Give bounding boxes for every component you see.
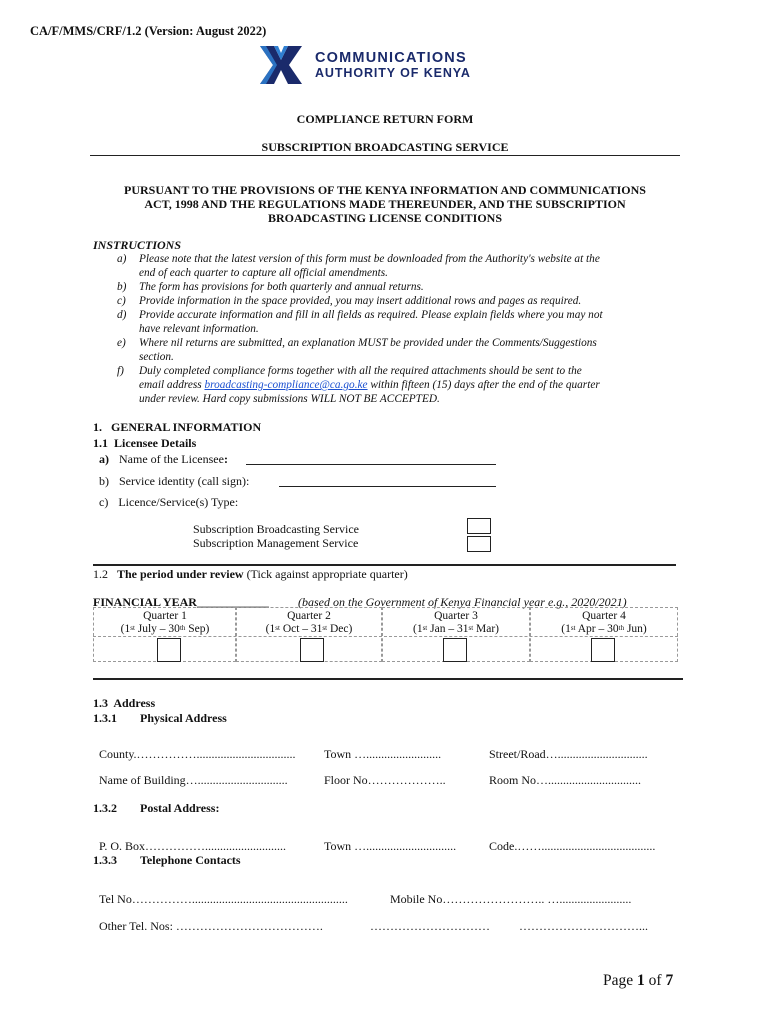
other-tel-field[interactable]: Other Tel. Nos: ………………………………. [99,919,323,933]
title-divider [90,155,680,156]
licence-type-label: Licence/Service(s) Type: [118,495,239,509]
range-sup: st [130,624,135,632]
type-subscription-broadcasting-checkbox[interactable] [467,518,491,534]
logo-line1: COMMUNICATIONS [315,50,467,66]
page-current: 1 [637,972,645,989]
county-field[interactable]: County.……………................................. [99,747,296,761]
instruction-letter: f) [117,365,124,377]
period-heading-note: (Tick against appropriate quarter) [243,567,408,581]
instruction-f [117,364,687,406]
licensee-name-row: a) Name of the Licensee: [99,452,228,466]
instruction-letter: e) [117,337,126,349]
range-part: (1 [412,623,423,635]
call-sign-input[interactable] [279,485,496,487]
other-tel-field-2[interactable]: ………………………… [370,919,490,933]
general-information-heading: 1. GENERAL INFORMATION [93,420,262,434]
instruction-text: Duly completed compliance forms together with all the required attachments should be sent to the [139,365,582,377]
instruction-text: section. [139,351,174,363]
instruction-letter: d) [117,309,127,321]
range-part: July – 30 [134,623,180,635]
form-subtitle: SUBSCRIPTION BROADCASTING SERVICE [261,140,509,154]
instruction-text: Where nil returns are submitted, an explanation MUST be provided under the Comments/Suggestions [139,337,597,349]
logo-line2: AUTHORITY OF KENYA [315,66,471,80]
range-part: (1 [265,623,276,635]
instruction-text: under review. Hard copy submissions WILL NOT BE ACCEPTED. [139,393,440,405]
postal-code-field[interactable]: Code.……...................................... [489,839,656,853]
instruction-a [117,252,687,280]
range-part: Oct – 31 [279,623,323,635]
item-letter: a) [99,452,109,466]
instruction-text: end of each quarter to capture all official amendments. [139,267,389,279]
licence-type-row [99,495,238,510]
quarter-2-label [243,610,375,636]
financial-year-label: FINANCIAL YEAR____________ [93,595,269,609]
range-sup: st [570,624,576,632]
range-sup: th [618,624,625,632]
financial-year-note: (based on the Government of Kenya Financial year e.g., 2020/2021) [298,595,627,609]
instruction-email-line [139,378,687,392]
street-road-field[interactable]: Street/Road….............................. [489,747,648,761]
period-heading-title: The period under review [117,567,244,581]
instruction-letter: a) [117,253,127,265]
compliance-email-link[interactable]: broadcasting-compliance@ca.go.ke [204,379,368,391]
pursuant-line3: BROADCASTING LICENSE CONDITIONS [267,211,503,225]
item-letter: b) [99,474,109,488]
building-name-field[interactable]: Name of Building….............................. [99,773,288,787]
type-subscription-management-checkbox[interactable] [467,536,491,552]
po-box-field[interactable]: P. O. Box……………........................... [99,839,287,853]
town-field[interactable]: Town …......................... [324,747,442,761]
mobile-number-field[interactable]: Mobile No…………………….. …........................ [390,892,632,906]
range-part: Jan – 31 [427,623,469,635]
room-number-field[interactable]: Room No…............................... [489,773,642,787]
quarter-name: Quarter 4 [582,610,626,622]
instructions-list [117,252,687,406]
licensee-name-input[interactable] [246,463,496,465]
instruction-text: Provide accurate information and fill in all fields as required. Please explain fields where you may not [139,309,603,321]
postal-address-heading: Postal Address: [140,801,220,815]
instruction-letter: b) [117,281,127,293]
range-sup: st [468,624,474,632]
physical-address-heading: Physical Address [140,711,227,725]
range-sup: st [322,624,328,632]
call-sign-row [99,474,249,489]
page-total: 7 [665,972,674,989]
instruction-c [117,294,687,308]
type-subscription-management-label: Subscription Management Service [193,536,359,550]
range-sup: th [179,624,186,632]
quarter-4-checkbox[interactable] [591,638,615,662]
section-divider [93,678,683,680]
range-part: Mar) [473,623,500,635]
quarter-row-divider [93,636,678,637]
range-sup: st [275,624,280,632]
range-part: (1 [120,623,131,635]
pursuant-statement [80,183,690,225]
call-sign-label: Service identity (call sign): [119,474,250,488]
period-heading-number: 1.2 [93,567,108,581]
quarter-name: Quarter 1 [143,610,187,622]
period-heading [93,567,408,582]
tel-number-field[interactable]: Tel No…………….................................................... [99,892,348,906]
range-part: (1 [561,623,571,635]
section-divider [93,564,676,566]
quarter-name: Quarter 2 [287,610,331,622]
quarter-4-label [537,610,671,636]
instruction-b [117,280,687,294]
quarter-range [243,623,375,636]
other-tel-field-3[interactable]: …………………………... [519,919,648,933]
instructions-heading: INSTRUCTIONS [93,238,182,252]
physical-address-number: 1.3.1 [93,711,117,725]
quarter-range [100,623,230,636]
telephone-contacts-heading: Telephone Contacts [140,853,241,867]
range-part: Dec) [327,623,353,635]
floor-number-field[interactable]: Floor No……………….. [324,773,446,787]
quarter-2-checkbox[interactable] [300,638,324,662]
instruction-text: Provide information in the space provided, you may insert additional rows and pages as required. [139,295,582,307]
quarter-range [537,623,671,636]
address-heading: 1.3 Address [93,696,156,710]
instruction-text: Please note that the latest version of this form must be downloaded from the Authority's website at the [139,253,600,265]
instruction-text: have relevant information. [139,323,259,335]
licensee-name-label: Name of the Licensee [119,452,224,466]
ca-logo-mark-icon [256,40,306,90]
document-reference: CA/F/MMS/CRF/1.2 (Version: August 2022) [30,24,267,38]
range-part: Sep) [185,623,210,635]
range-part: Jun) [624,623,647,635]
instruction-text: email address [139,379,205,391]
quarter-3-checkbox[interactable] [443,638,467,662]
quarter-range [389,623,523,636]
page-number [603,972,673,990]
pursuant-line1: PURSUANT TO THE PROVISIONS OF THE KENYA INFORMATION AND COMMUNICATIONS [124,183,646,197]
quarter-1-checkbox[interactable] [157,638,181,662]
pursuant-line2: ACT, 1998 AND THE REGULATIONS MADE THEREUNDER, AND THE SUBSCRIPTION [144,197,626,211]
item-letter: c) [99,495,109,509]
instruction-letter: c) [117,295,126,307]
postal-town-field[interactable]: Town ….............................. [324,839,457,853]
quarter-3-label [389,610,523,636]
postal-address-number: 1.3.2 [93,801,117,815]
instruction-text: The form has provisions for both quarterly and annual returns. [139,281,424,293]
telephone-contacts-number: 1.3.3 [93,853,117,867]
form-title: COMPLIANCE RETURN FORM [296,112,474,126]
ca-logo [256,40,506,90]
quarter-1-label [100,610,230,636]
type-subscription-broadcasting-label: Subscription Broadcasting Service [193,522,359,536]
page-word: Page [603,972,638,989]
quarter-name: Quarter 3 [434,610,478,622]
page-of: of [644,972,666,989]
range-part: Apr – 30 [575,623,619,635]
instruction-text: within fifteen (15) days after the end of the quarter [367,379,600,391]
licensee-details-heading: 1.1 Licensee Details [93,436,197,450]
instruction-e [117,336,687,364]
range-sup: st [422,624,428,632]
instruction-d [117,308,687,336]
